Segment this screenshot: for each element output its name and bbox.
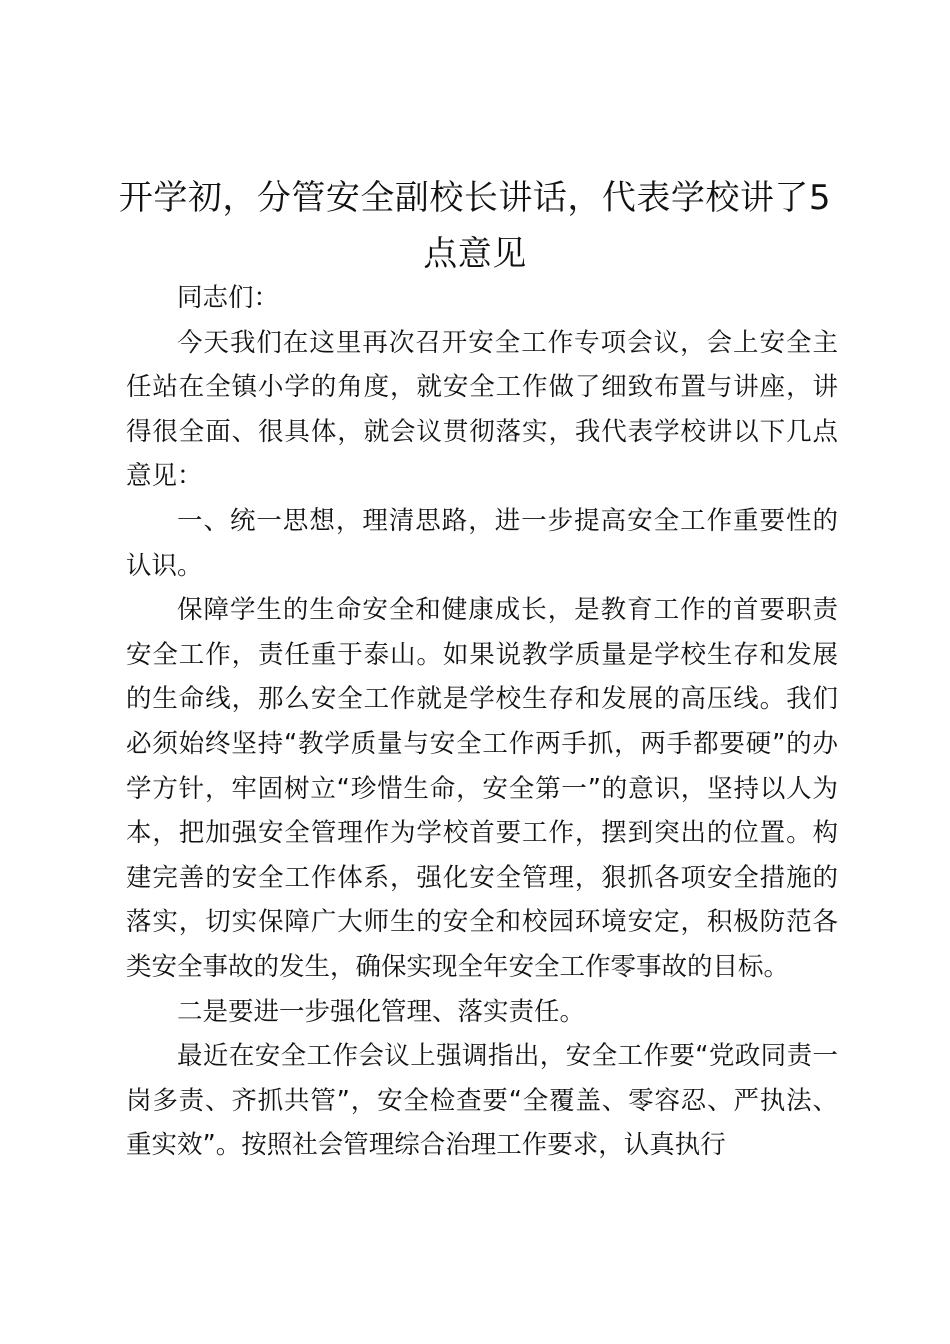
body-paragraph-one: 保障学生的生命安全和健康成长，是教育工作的首要职责安全工作，责任重于泰山。如果说教学质量是学校生存和发展的生命线，那么安全工作就是学校生存和发展的高压线。我们必须始终坚持“教学质量与安全工作两手抓，两手都要硬”的办学方针，牢固树立“珍惜生命，安全第一”的意识，坚持以人为本，把加强安全管理作为学校首要工作，摆到突出的位置。构建完善的安全工作体系，强化安全管理，狠抓各项安全措施的落实，切实保障广大师生的安全和校园环境安定，积极防范各类安全事故的发生，确保实现全年安全工作零事故的目标。: [126, 595, 838, 982]
body-paragraph-two: 最近在安全工作会议上强调指出，安全工作要“党政同责一岗多责、齐抓共管”，安全检查要“全覆盖、零容忍、严执法、重实效”。按照社会管理综合治理工作要求，认真执行: [126, 1041, 838, 1161]
salutation-paragraph: 同志们：: [177, 283, 280, 313]
document-title: 开学初，分管安全副校长讲话，代表学校讲了5点意见: [118, 178, 832, 274]
section-heading-one: 一、统一思想，理清思路，进一步提高安全工作重要性的认识。: [126, 505, 838, 581]
opening-paragraph: 今天我们在这里再次召开安全工作专项会议，会上安全主任站在全镇小学的角度，就安全工作做了细致布置与讲座，讲得很全面、很具体，就会议贯彻落实，我代表学校讲以下几点意见：: [126, 327, 838, 492]
section-heading-two: 二是要进一步强化管理、落实责任。: [177, 996, 586, 1027]
document-body: [126, 276, 838, 1168]
